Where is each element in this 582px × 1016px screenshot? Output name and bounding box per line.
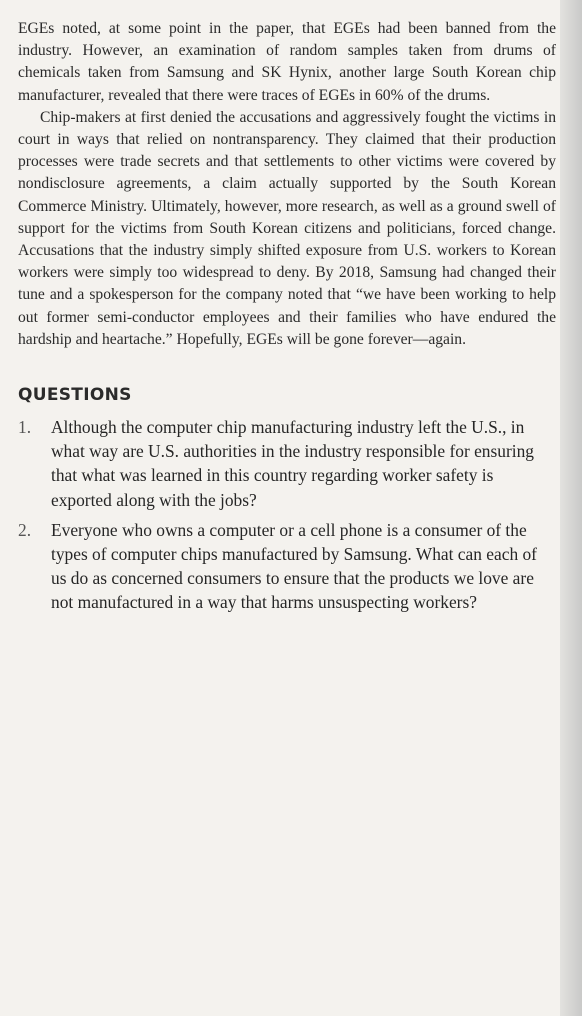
document-page xyxy=(18,18,556,621)
paragraph-1: EGEs noted, at some point in the paper, that EGEs had been banned from the industry. However, an examination of random samples taken from drums of chemicals taken from Samsung and SK Hynix, another large South Korean chip manufacturer, revealed that there were traces of EGEs in 60% of the drums. xyxy=(18,20,556,104)
question-number: 1. xyxy=(18,417,32,438)
question-number: 2. xyxy=(18,519,32,540)
questions-heading: QUESTIONS xyxy=(18,385,132,406)
question-text: Although the computer chip manufacturing industry left the U.S., in what way are U.S. authorities in the industry responsible for ensuring that what was learned in this country regarding worker safety is exported along with the jobs? xyxy=(51,417,534,510)
question-item xyxy=(18,518,556,615)
question-text: Everyone who owns a computer or a cell phone is a consumer of the types of computer chips manufactured by Samsung. What can each of us do as concerned consumers to ensure that the products we love are not manufactured in a way that harms unsuspecting workers? xyxy=(51,519,537,613)
question-item xyxy=(18,415,556,512)
paragraph-2: Chip-makers at first denied the accusations and aggressively fought the victims in court in ways that relied on nontransparency. They claimed that their production processes were trade secrets and that settlements to other victims were covered by nondisclosure agreements, a claim actually supported by the South Korean Commerce Ministry. Ultimately, however, more research, as well as a ground swell of support for the victims from South Korean citizens and politicians, forced change. Accusations that the industry simply shifted exposure from U.S. workers to Korean workers were simply too widespread to deny. By 2018, Samsung had changed their tune and a spokesperson for the company noted that “we have been working to help out former semi-conductor employees and their families who have endured the hardship and heartache.” Hopefully, EGEs will be gone forever—again. xyxy=(18,108,556,348)
page-edge-shadow xyxy=(560,0,582,1016)
questions-list xyxy=(18,415,556,615)
